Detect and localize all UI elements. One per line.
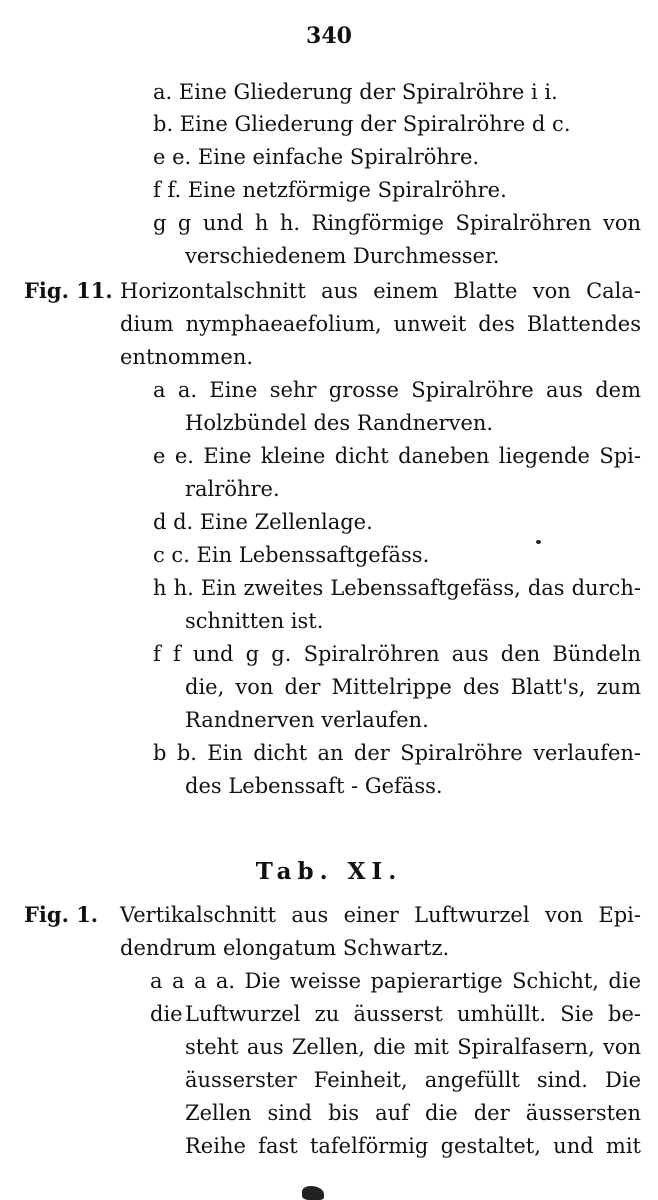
legend-item: f f. Eine netzförmige Spiralröhre. bbox=[153, 178, 507, 202]
legend-item: h h. Ein zweites Lebenssaftgefäss, das durch- bbox=[153, 576, 641, 600]
legend-item-continuation: Reihe fast tafelförmig gestaltet, und mit bbox=[185, 1134, 641, 1158]
legend-item-continuation: äusserster Feinheit, angefüllt sind. Die bbox=[185, 1068, 641, 1092]
figure-caption-line: entnommen. bbox=[120, 345, 254, 369]
legend-item: a. Eine Gliederung der Spiralröhre i i. bbox=[153, 80, 558, 104]
legend-item-continuation: Zellen sind bis auf die der äussersten bbox=[185, 1101, 641, 1125]
legend-item: f f und g g. Spiralröhren aus den Bündeln bbox=[153, 642, 641, 666]
ink-blot bbox=[302, 1186, 324, 1200]
legend-item: a a a a. Die weisse papierartige Schicht, die die bbox=[150, 969, 641, 1026]
legend-item-continuation: Holzbündel des Randnerven. bbox=[185, 411, 494, 435]
legend-item-continuation: Luftwurzel zu äusserst umhüllt. Sie be- bbox=[185, 1002, 641, 1026]
legend-item-continuation: des Lebenssaft - Gefäss. bbox=[185, 774, 443, 798]
legend-item: b. Eine Gliederung der Spiralröhre d c. bbox=[153, 112, 571, 136]
legend-item: g g und h h. Ringförmige Spiralröhren von bbox=[153, 211, 641, 235]
ink-speck bbox=[536, 540, 541, 544]
legend-item-continuation: die, von der Mittelrippe des Blatt's, zum bbox=[185, 675, 641, 699]
legend-item: d d. Eine Zellenlage. bbox=[153, 510, 373, 534]
legend-item-continuation: verschiedenem Durchmesser. bbox=[185, 244, 500, 268]
table-heading: Tab. XI. bbox=[255, 858, 403, 885]
legend-item: a a. Eine sehr grosse Spiralröhre aus dem bbox=[153, 378, 641, 402]
legend-item: e e. Eine kleine dicht daneben liegende Spi- bbox=[153, 444, 641, 468]
legend-item-continuation: schnitten ist. bbox=[185, 609, 324, 633]
figure-caption-line: Horizontalschnitt aus einem Blatte von Cala- bbox=[120, 279, 641, 303]
figure-caption-line: dium nymphaeaefolium, unweit des Blattendes bbox=[120, 312, 641, 336]
legend-item-continuation: Randnerven verlaufen. bbox=[185, 708, 429, 732]
figure-caption-line: dendrum elongatum Schwartz. bbox=[120, 936, 450, 960]
legend-item: e e. Eine einfache Spiralröhre. bbox=[153, 145, 480, 169]
legend-item-continuation: steht aus Zellen, die mit Spiralfasern, von bbox=[185, 1035, 641, 1059]
page-number: 340 bbox=[306, 23, 352, 49]
legend-item: c c. Ein Lebenssaftgefäss. bbox=[153, 543, 430, 567]
legend-item-continuation: ralröhre. bbox=[185, 477, 280, 501]
figure-caption-line: Vertikalschnitt aus einer Luftwurzel von Epi- bbox=[120, 903, 641, 927]
legend-item: b b. Ein dicht an der Spiralröhre verlaufen- bbox=[153, 741, 641, 765]
figure-label: Fig. 11. bbox=[24, 278, 113, 303]
figure-label: Fig. 1. bbox=[24, 902, 99, 927]
